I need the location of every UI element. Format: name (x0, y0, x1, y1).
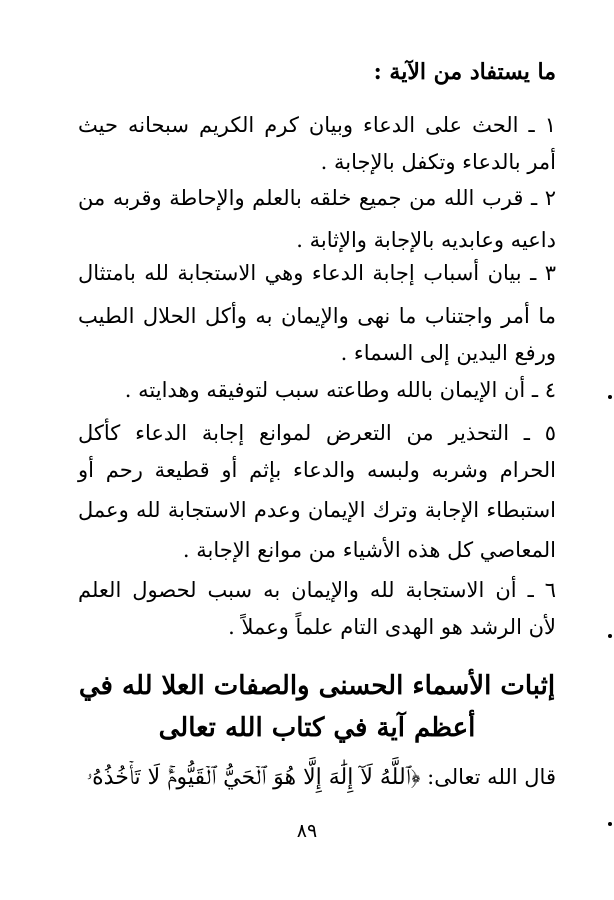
point-2-line-1: ٢ ـ قرب الله من جميع خلقه بالعلم والإحاطة وقربه من (78, 186, 556, 210)
scan-edge-mark (608, 634, 612, 638)
point-3-line-2: ما أمر واجتناب ما نهى والإيمان به وأكل الحلال الطيب (78, 304, 556, 328)
point-5-line-1: ٥ ـ التحذير من التعرض لموانع إجابة الدعاء كأكل (78, 421, 556, 445)
point-1-line-2: أمر بالدعاء وتكفل بالإجابة . (320, 150, 556, 174)
verse-intro: قال الله تعالى: (427, 765, 556, 789)
point-6-line-2: لأن الرشد هو الهدى التام علماً وعملاً . (228, 615, 556, 639)
page-content (78, 0, 556, 900)
section-title-line-2: أعظم آية في كتاب الله تعالى (158, 713, 476, 743)
point-1-line-1: ١ ـ الحث على الدعاء وبيان كرم الكريم سبحانه حيث (78, 113, 556, 137)
point-5-line-4: المعاصي كل هذه الأشياء من موانع الإجابة . (182, 538, 556, 562)
point-3-line-3: ورفع اليدين إلى السماء . (340, 341, 556, 365)
section-heading: ما يستفاد من الآية : (373, 59, 556, 85)
verse-line (78, 760, 556, 795)
point-5-line-2: الحرام وشربه ولبسه والدعاء بإثم أو قطيعة رحم أو (78, 458, 556, 482)
scan-edge-mark (608, 395, 612, 399)
scan-edge-mark (608, 822, 612, 826)
point-4-line-1: ٤ ـ أن الإيمان بالله وطاعته سبب لتوفيقه وهدايته . (124, 378, 556, 402)
quran-verse: ﴿ٱللَّهُ لَآ إِلَٰهَ إِلَّا هُوَ ٱلۡحَيُّ ٱلۡقَيُّومُۚ لَا تَأۡخُذُهُۥ (86, 765, 421, 790)
page-number: ٨٩ (296, 820, 318, 842)
point-5-line-3: استبطاء الإجابة وترك الإيمان وعدم الاستجابة لله وعمل (78, 498, 556, 522)
point-6-line-1: ٦ ـ أن الاستجابة لله والإيمان به سبب لحصول العلم (78, 578, 557, 602)
point-3-line-1: ٣ ـ بيان أسباب إجابة الدعاء وهي الاستجابة لله بامتثال (78, 261, 556, 285)
point-2-line-2: داعيه وعابديه بالإجابة والإثابة . (296, 228, 556, 252)
section-title-line-1: إثبات الأسماء الحسنى والصفات العلا لله في (78, 671, 556, 701)
